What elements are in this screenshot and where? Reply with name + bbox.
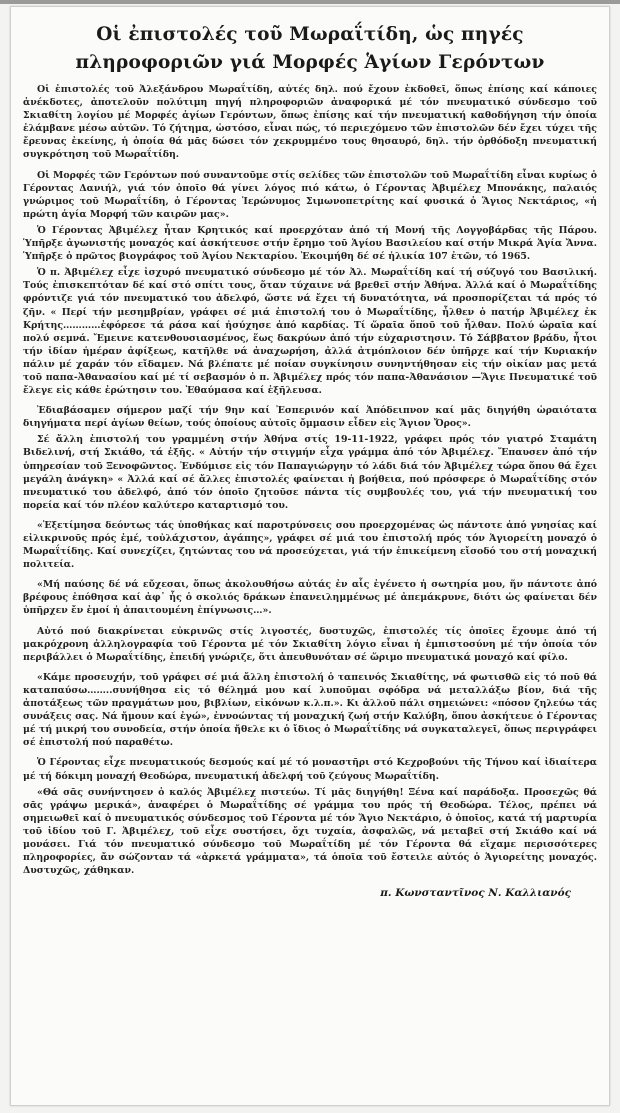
paragraph: «Κάμε προσευχήν, τοῦ γράφει σέ μιά ἄλλη ἐπιστολή ὁ ταπεινός Σκιαθίτης, νά φωτισθῶ εἰς τό ποῦ θά καταπαύσω……..συνήθησα εἰς τό θέλημά μου καί λυποῦμαι σφόδρα νά μεταλλάξω βίον, διά τῆς ἀποτάξεως τῶν πραγμάτων μου, βιβλίων, εἰκόνων κ.λ.π.». Κι ἀλλοῦ πάλι σημειώνει: «πόσον ζηλεύω τάς συνάξεις σας. Νά ἤμουν καί ἐγώ», ἐννοώντας τή μοναχική ζωή στήν Καλύβη, ὅπου ἀσκήτευε ὁ Γέροντας μέ τή μικρή του συνοδεία, στήν ὁποία ἤθελε κι ὁ ἴδιος ὁ Μωραΐτίδης νά συγκαταλεγεῖ, ὅπως περιγράφει σέ ἐπιστολή πού παραθέτω. [23, 671, 597, 749]
paragraph: Οἱ Μορφές τῶν Γερόντων πού συναντοῦμε στίς σελίδες τῶν ἐπιστολῶν τοῦ Μωραΐτίδη εἶναι κυρίως ὁ Γέροντας Δανιήλ, γιά τόν ὁποῖο θά γίνει λόγος πιό κάτω, ὁ Γέροντας Ἀβιμέλεχ Μπονάκης, παλαιός γνώριμος τοῦ Μωραΐτίδη, ὁ Γέροντας Ἱερώνυμος Σιμωνοπετρίτης καί φυσικά ὁ Ἅγιος Νεκτάριος, «ἡ πρώτη ἁγία Μορφή τῶν καιρῶν μας». [23, 169, 597, 220]
paragraph: Ὁ π. Ἀβιμέλεχ εἶχε ἰσχυρό πνευματικό σύνδεσμο μέ τόν Ἀλ. Μωραΐτίδη καί τή σύζυγό του Βασιλική. Τούς ἐπισκεπτόταν δέ καί στό σπίτι τους, ὅταν τύχαινε νά βρεθεῖ στήν Ἀθήνα. Ἀλλά καί ὁ Μωραΐτίδης φρόντιζε γιά τόν πνευματικό του ἀδελφό, ὥστε νά ἔχει τή δυνατότητα, νά προσπορίζεται τά πρός τό ζῆν. « Περί τήν μεσημβρίαν, γράφει σέ μιά ἐπιστολή του ὁ Μωραΐτίδης, ἦλθεν ὁ πατήρ Ἀβιμέλεχ ἐκ Κρήτης…………ἐφόρεσε τά ράσα καί ἠσύχησε ἀπό καρδίας. Τί ὥραῖα ὅποῦ τοῦ ἦλθαν. Πολύ ὡραῖα καί πολύ σεμνά. Ἔμεινε κατενθουσιασμένος, ἕως δακρύων ἀπό τήν εὐχαριστησιν. Τό Σάββατον βράδυ, ἦτοι τήν ἰδίαν ἡμέραν ἀφίξεως, κατῆλθε νά ἀναχωρήση, ἀλλά ἀτμόπλοιον δέν ὑπῆρχε καί τήν Κυριακήν πάλιν μέ χαράν τόν εἴδαμεν. Νά βλέπατε μέ ποίαν συγκίνησιν συνηντήθησαν εἰς τήν οἰκίαν μας μετά τοῦ παπα-Ἀθανασίου καί μέ τί σεβασμόν ὁ π. Ἀβιμέλεχ πρός τόν παπα-Ἀθανάσιον —Ἅγιε Πνευματικέ τοῦ ἔλεγε εἰς κάθε ἐρώτησιν του. Ἐθαύμασα καί ἐξῆλευσα. [23, 267, 597, 397]
paragraph: Ὁ Γέροντας εἶχε πνευματικούς δεσμούς καί μέ τό μοναστῆρι στό Κεχροβούνι τῆς Τήνου καί ἰδιαίτερα μέ τή δόκιμη μοναχή Θεοδώρα, πνευματική ἀδελφή τοῦ ζεύγους Μωραΐτίδη. [23, 757, 597, 782]
paragraph: Οἱ ἐπιστολές τοῦ Ἀλεξάνδρου Μωραΐτίδη, αὐτές δηλ. πού ἔχουν ἐκδοθεῖ, ὅπως ἐπίσης καί κάποιες ἀνέκδοτες, ἀποτελοῦν πολύτιμη πηγή πληροφοριῶν ἀναφορικά μέ τόν πνευματικό σύνδεσμο τοῦ Σκιαθίτη λογίου μέ Μορφές ἁγίων Γερόντων, ὅπως ἐπίσης καί τήν πνευματική καθοδήγηση τήν ὁποία ἐλάμβανε μέσω αὐτῶν. Τό ζήτημα, ὡστόσο, εἶναι πώς, τό περιεχόμενο τῶν ἐπιστολῶν δέν ἔχει τύχει τῆς ἔρευνας ἐκείνης, ἡ ὁποία θά μᾶς δώσει τόν χεκρυμμένο τους θησαυρό, δηλ. τήν ὀρθόδοξη πνευματική συγκρότηση τοῦ Μωραΐτίδη. [23, 84, 597, 161]
article-body [23, 83, 597, 877]
paragraph: «Θά σᾶς συνήντησεν ὁ καλός Ἀβιμέλεχ πιστεύω. Τί μᾶς διηγήθη! Ξένα καί παράδοξα. Προσεχῶς θά σᾶς γράψω μερικά», ἀναφέρει ὁ Μωραΐτίδης σέ γράμμα του πρός τή Θεοδώρα. Τέλος, πρέπει νά σημειωθεῖ καί ὁ πνευματικός σύνδεσμος τοῦ Γέροντα μέ τόν Ἅγιο Νεκτάριο, ὁ ὁποῖος, κατά τή μαρτυρία τοῦ ἰδίου τοῦ Γ. Ἀβιμέλεχ, τοῦ εἶχε συστήσει, ὄχι τυχαία, ἀσφαλῶς, νά μεταβεῖ στή Σκιάθο καί νά μονάσει. Γιά τόν πνευματικό σύνδεσμο τοῦ Μωραΐτίδη μέ τόν Γέροντα θά εἴχαμε περισσότερες πληροφορίες, ἄν σώζονταν τά «ἀρκετά γράμματα», τά ὁποῖα τοῦ ἔστειλε αὐτός ὁ Ἁγιορείτης μοναχός. Δυστυχῶς, χάθηκαν. [23, 786, 597, 877]
paragraph: Ἐδιαβάσαμεν σήμερον μαζί τήν 9ην καί Ἐσπερινόν καί Ἀπόδειπνον καί μᾶς διηγήθη ὡραιότατα διηγήματα περί ἁγίων θείων, τούς ὁποίους αὐτοῖς ὄμμασιν εἶδεν εἰς Ἅγιον Ὄρος». [23, 405, 597, 430]
title-line-2: πληροφοριῶν γιά Μορφές Ἁγίων Γερόντων [75, 52, 545, 73]
article-page [10, 6, 610, 1106]
article-title [23, 21, 597, 77]
paragraph: «Μή παύσης δέ νά εὔχεσαι, ὅπως ἀκολουθήσω αὐτάς ἐν αἷς ἐγένετο ἡ σωτηρία μου, ἥν πάντοτε ἀπό βρέφους ἐπόθησα καί ἀφ᾽ ἧς ὁ σκολιός δράκων ἐπανειλημμένως μέ ἀπεμάκρυνε, διότι ὡς φαίνεται δέν ὑπῆρχεν ἔν ἐμοί ἡ ἀπαιτουμένη ἐπίγνωσις…». [23, 579, 597, 617]
paragraph: Ὁ Γέροντας Ἀβιμέλεχ ἦταν Κρητικός καί προερχόταν ἀπό τή Μονή τῆς Λογγοβάρδας τῆς Πάρου. Ὑπῆρξε ἀγωνιστής μοναχός καί ἀσκήτευσε στήν ἔρημο τοῦ Ἁγίου Βασιλείου καί στήν Μικρά Ἁγία Ἄννα. Ὑπῆρξε ὁ πρῶτος βιογράφος τοῦ Ἁγίου Νεκταρίου. Ἐκοιμήθη δέ σέ ἡλικία 107 ἐτῶν, τό 1965. [23, 224, 597, 263]
author-signature: π. Κωνσταντῖνος Ν. Καλλιανός [380, 887, 571, 900]
paragraph: Αὐτό πού διακρίνεται εὐκρινῶς στίς λιγοστές, δυστυχῶς, ἐπιστολές τίς ὁποῖες ἔχουμε ἀπό τή μακρόχρονη ἀλληλογραφία τοῦ Γέροντα μέ τόν Σκιαθίτη λόγιο εἶναι ἡ ἐμπιστοσύνη μέ τήν ὁποία τόν περιβάλλει ὁ Μωραΐτίδης, ἐπειδή γνώριζε, ὅτι ἀπευθυνόταν σέ ὥριμο πνευματικά μοναχό καί φίλο. [23, 625, 597, 663]
top-edge-bar [0, 0, 620, 4]
title-line-1: Οἱ ἐπιστολές τοῦ Μωραΐτίδη, ὡς πηγές [96, 24, 524, 45]
paragraph: Σέ ἄλλη ἐπιστολή του γραμμένη στήν Ἀθήνα στίς 19-11-1922, γράφει πρός τόν γιατρό Σταμάτη Βιδελινή, στή Σκιάθο, τά ἑξῆς. « Αὐτήν τήν στιγμήν εἶχα γράμμα ἀπό τόν Ἀβιμέλεχ. Ἔπαυσεν ἀπό τήν ὑπηρεσίαν τοῦ Ξενοφῶντος. Ἐνδύμισε εἰς τόν Παπαγιώργην τό λάδι διά τόν Ἀβιμέλεχ τώρα ὅπου θά ἔχει μεγάλη ἀνάγκη» « Ἀλλά καί σέ ἄλλες ἐπιστολές φαίνεται ἡ βοήθεια, πού πρόσφερε ὁ Μωραΐτίδης στόν πνευματικό του ἀδελφό, ἀπό τόν ὁποῖο ζητοῦσε πάντα τίς συμβουλές του, γιά τήν πνευματική του πορεία καί τόν πλέον καλύτερο καταρτισμό του. [23, 434, 597, 511]
paragraph: «Ἐξετίμησα δεόντως τάς ὑποθήκας καί παροτρύνσεις σου προερχομένας ὡς πάντοτε ἀπό γνησίας καί εἰλικρινοῦς πρός ἐμέ, τοὐλάχιστον, ἀγάπης», γράφει σέ μιά του ἐπιστολή πρός τόν Ἁγιορείτη μοναχό ὁ Μωραΐτίδης. Καί συνεχίζει, ζητώντας του νά προσεύχεται, γιά τήν ἐπικείμενη εἴσοδό του στή μοναχική πολιτεία. [23, 519, 597, 571]
